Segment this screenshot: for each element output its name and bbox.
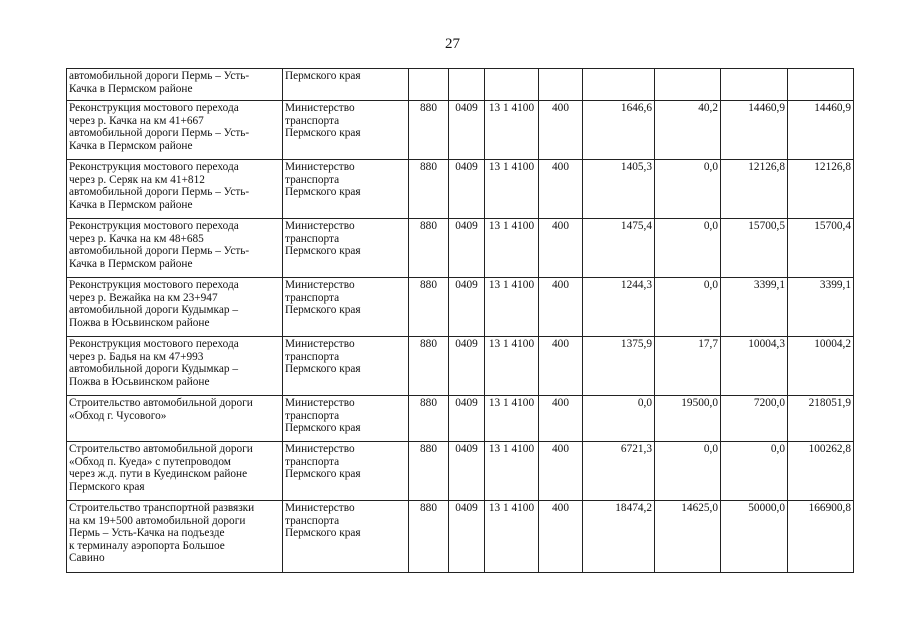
amount-cell-3: 14460,9 xyxy=(721,101,788,160)
amount-cell-2 xyxy=(655,69,721,101)
object-name-cell: Реконструкция мостового перехода через р. Бадья на км 47+993 автомобильной дороги Кудымкар – Пожва в Юсьвинском районе xyxy=(67,337,283,396)
target-article-cell: 13 1 4100 xyxy=(485,501,539,573)
section-code-cell: 0409 xyxy=(449,337,485,396)
target-article-cell: 13 1 4100 xyxy=(485,160,539,219)
administrator-cell: Министерство транспорта Пермского края xyxy=(283,101,409,160)
amount-cell-4: 218051,9 xyxy=(788,396,854,442)
expense-type-cell: 400 xyxy=(539,160,583,219)
object-name-cell: автомобильной дороги Пермь – Усть- Качка в Пермском районе xyxy=(67,69,283,101)
amount-cell-3: 3399,1 xyxy=(721,278,788,337)
amount-cell-2: 0,0 xyxy=(655,219,721,278)
ministry-code-cell: 880 xyxy=(409,160,449,219)
amount-cell-4 xyxy=(788,69,854,101)
object-name-cell: Реконструкция мостового перехода через р. Качка на км 48+685 автомобильной дороги Пермь – Усть- Качка в Пермском районе xyxy=(67,219,283,278)
table-row xyxy=(67,219,854,278)
target-article-cell xyxy=(485,69,539,101)
ministry-code-cell: 880 xyxy=(409,278,449,337)
amount-cell-1: 18474,2 xyxy=(583,501,655,573)
administrator-cell: Министерство транспорта Пермского края xyxy=(283,160,409,219)
expense-type-cell: 400 xyxy=(539,219,583,278)
target-article-cell: 13 1 4100 xyxy=(485,337,539,396)
table-row xyxy=(67,442,854,501)
administrator-cell: Министерство транспорта Пермского края xyxy=(283,442,409,501)
target-article-cell: 13 1 4100 xyxy=(485,101,539,160)
amount-cell-4: 10004,2 xyxy=(788,337,854,396)
amount-cell-1: 1375,9 xyxy=(583,337,655,396)
administrator-cell: Министерство транспорта Пермского края xyxy=(283,278,409,337)
section-code-cell: 0409 xyxy=(449,278,485,337)
amount-cell-1: 1646,6 xyxy=(583,101,655,160)
section-code-cell xyxy=(449,69,485,101)
ministry-code-cell: 880 xyxy=(409,501,449,573)
budget-table xyxy=(66,68,854,573)
amount-cell-1: 1244,3 xyxy=(583,278,655,337)
object-name-cell: Реконструкция мостового перехода через р. Вежайка на км 23+947 автомобильной дороги Кудымкар – Пожва в Юсьвинском районе xyxy=(67,278,283,337)
amount-cell-2: 17,7 xyxy=(655,337,721,396)
amount-cell-3: 15700,5 xyxy=(721,219,788,278)
administrator-cell: Министерство транспорта Пермского края xyxy=(283,219,409,278)
table-row xyxy=(67,337,854,396)
ministry-code-cell: 880 xyxy=(409,337,449,396)
table-row xyxy=(67,278,854,337)
table-row xyxy=(67,160,854,219)
target-article-cell: 13 1 4100 xyxy=(485,442,539,501)
section-code-cell: 0409 xyxy=(449,160,485,219)
amount-cell-2: 0,0 xyxy=(655,160,721,219)
amount-cell-3: 7200,0 xyxy=(721,396,788,442)
target-article-cell: 13 1 4100 xyxy=(485,219,539,278)
amount-cell-2: 40,2 xyxy=(655,101,721,160)
amount-cell-3 xyxy=(721,69,788,101)
expense-type-cell: 400 xyxy=(539,337,583,396)
amount-cell-3: 50000,0 xyxy=(721,501,788,573)
amount-cell-2: 0,0 xyxy=(655,442,721,501)
expense-type-cell: 400 xyxy=(539,442,583,501)
amount-cell-1: 1405,3 xyxy=(583,160,655,219)
amount-cell-1: 0,0 xyxy=(583,396,655,442)
ministry-code-cell: 880 xyxy=(409,101,449,160)
object-name-cell: Реконструкция мостового перехода через р. Качка на км 41+667 автомобильной дороги Пермь – Усть- Качка в Пермском районе xyxy=(67,101,283,160)
page-number: 27 xyxy=(445,36,460,52)
table-row xyxy=(67,69,854,101)
amount-cell-2: 0,0 xyxy=(655,278,721,337)
section-code-cell: 0409 xyxy=(449,396,485,442)
section-code-cell: 0409 xyxy=(449,101,485,160)
administrator-cell: Министерство транспорта Пермского края xyxy=(283,501,409,573)
table-row xyxy=(67,101,854,160)
object-name-cell: Строительство транспортной развязки на км 19+500 автомобильной дороги Пермь – Усть-Качка на подъезде к терминалу аэропорта Большое Савино xyxy=(67,501,283,573)
amount-cell-1: 6721,3 xyxy=(583,442,655,501)
administrator-cell: Министерство транспорта Пермского края xyxy=(283,396,409,442)
ministry-code-cell xyxy=(409,69,449,101)
target-article-cell: 13 1 4100 xyxy=(485,396,539,442)
expense-type-cell xyxy=(539,69,583,101)
object-name-cell: Строительство автомобильной дороги «Обход г. Чусового» xyxy=(67,396,283,442)
administrator-cell: Министерство транспорта Пермского края xyxy=(283,337,409,396)
table-row xyxy=(67,501,854,573)
amount-cell-4: 100262,8 xyxy=(788,442,854,501)
amount-cell-2: 19500,0 xyxy=(655,396,721,442)
ministry-code-cell: 880 xyxy=(409,442,449,501)
expense-type-cell: 400 xyxy=(539,278,583,337)
ministry-code-cell: 880 xyxy=(409,219,449,278)
amount-cell-3: 0,0 xyxy=(721,442,788,501)
administrator-cell: Пермского края xyxy=(283,69,409,101)
ministry-code-cell: 880 xyxy=(409,396,449,442)
amount-cell-4: 3399,1 xyxy=(788,278,854,337)
section-code-cell: 0409 xyxy=(449,442,485,501)
amount-cell-1 xyxy=(583,69,655,101)
table-row xyxy=(67,396,854,442)
amount-cell-1: 1475,4 xyxy=(583,219,655,278)
section-code-cell: 0409 xyxy=(449,501,485,573)
expense-type-cell: 400 xyxy=(539,101,583,160)
expense-type-cell: 400 xyxy=(539,501,583,573)
amount-cell-4: 12126,8 xyxy=(788,160,854,219)
table-body xyxy=(67,69,854,573)
object-name-cell: Строительство автомобильной дороги «Обход п. Куеда» с путепроводом через ж.д. пути в Куединском районе Пермского края xyxy=(67,442,283,501)
amount-cell-3: 12126,8 xyxy=(721,160,788,219)
object-name-cell: Реконструкция мостового перехода через р. Серяк на км 41+812 автомобильной дороги Пермь – Усть- Качка в Пермском районе xyxy=(67,160,283,219)
amount-cell-4: 15700,4 xyxy=(788,219,854,278)
expense-type-cell: 400 xyxy=(539,396,583,442)
amount-cell-3: 10004,3 xyxy=(721,337,788,396)
amount-cell-2: 14625,0 xyxy=(655,501,721,573)
amount-cell-4: 14460,9 xyxy=(788,101,854,160)
section-code-cell: 0409 xyxy=(449,219,485,278)
target-article-cell: 13 1 4100 xyxy=(485,278,539,337)
amount-cell-4: 166900,8 xyxy=(788,501,854,573)
